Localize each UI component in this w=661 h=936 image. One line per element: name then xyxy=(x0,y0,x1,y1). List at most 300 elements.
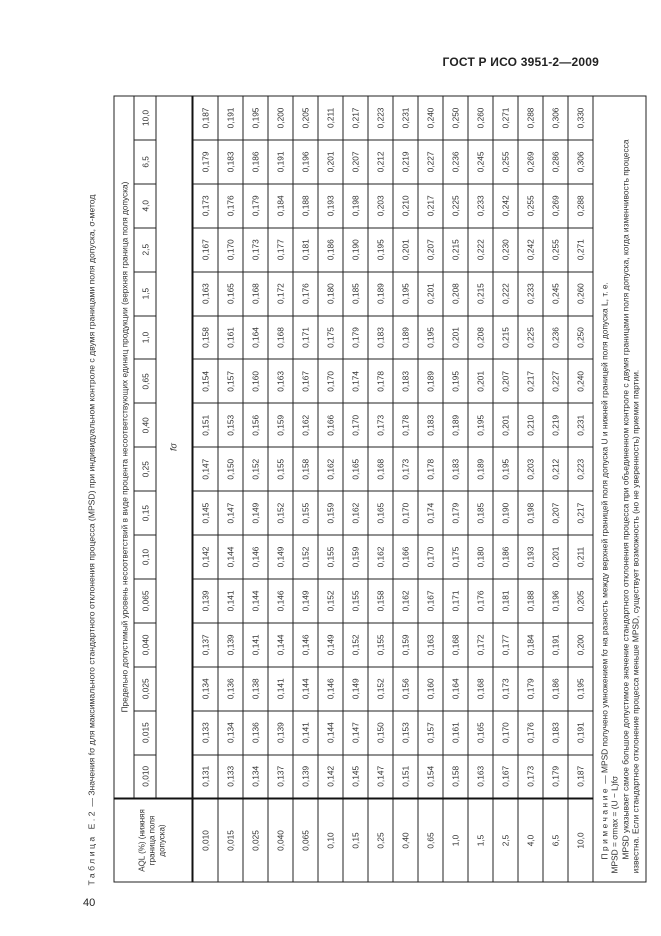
value-cell: 0,242 xyxy=(517,227,542,271)
value-cell: 0,170 xyxy=(492,710,517,754)
value-cell: 0,195 xyxy=(442,359,467,403)
value-cell: 0,191 xyxy=(267,139,292,183)
value-cell: 0,158 xyxy=(367,578,392,622)
value-cell: 0,211 xyxy=(317,96,342,140)
value-cell: 0,170 xyxy=(317,359,342,403)
column-header: 10,0 xyxy=(134,96,156,140)
value-cell: 0,153 xyxy=(392,710,417,754)
table-row xyxy=(517,96,542,882)
value-cell: 0,131 xyxy=(192,754,218,798)
value-cell: 0,245 xyxy=(542,271,567,315)
value-cell: 0,176 xyxy=(217,183,242,227)
value-cell: 0,208 xyxy=(467,315,492,359)
value-cell: 0,171 xyxy=(292,315,317,359)
value-cell: 0,147 xyxy=(192,447,218,491)
table-row xyxy=(342,96,367,882)
value-cell: 0,255 xyxy=(542,227,567,271)
aql-cell: 6,5 xyxy=(542,798,567,882)
value-cell: 0,139 xyxy=(217,622,242,666)
value-cell: 0,147 xyxy=(342,710,367,754)
table-row xyxy=(192,96,218,882)
value-cell: 0,184 xyxy=(267,183,292,227)
table-row xyxy=(492,96,517,882)
column-header: 1,5 xyxy=(134,271,156,315)
value-cell: 0,155 xyxy=(317,535,342,579)
aql-cell: 0,40 xyxy=(392,798,417,882)
value-cell: 0,156 xyxy=(242,403,267,447)
column-header: 1,0 xyxy=(134,315,156,359)
value-cell: 0,201 xyxy=(542,535,567,579)
value-cell: 0,149 xyxy=(317,622,342,666)
table-row xyxy=(567,96,592,882)
value-cell: 0,189 xyxy=(442,403,467,447)
value-cell: 0,161 xyxy=(217,315,242,359)
aql-cell: 0,15 xyxy=(342,798,367,882)
value-cell: 0,160 xyxy=(417,666,442,710)
value-cell: 0,233 xyxy=(467,183,492,227)
value-cell: 0,152 xyxy=(367,666,392,710)
value-cell: 0,288 xyxy=(517,96,542,140)
value-cell: 0,189 xyxy=(417,359,442,403)
value-cell: 0,152 xyxy=(292,535,317,579)
fsigma-symbol: fσ xyxy=(156,96,192,799)
value-cell: 0,195 xyxy=(417,315,442,359)
value-cell: 0,200 xyxy=(267,96,292,140)
value-cell: 0,190 xyxy=(342,227,367,271)
value-cell: 0,330 xyxy=(567,96,592,140)
value-cell: 0,170 xyxy=(342,403,367,447)
value-cell: 0,177 xyxy=(492,622,517,666)
value-cell: 0,215 xyxy=(442,227,467,271)
value-cell: 0,153 xyxy=(217,403,242,447)
value-cell: 0,196 xyxy=(542,578,567,622)
value-cell: 0,183 xyxy=(542,710,567,754)
value-cell: 0,210 xyxy=(392,183,417,227)
value-cell: 0,223 xyxy=(567,447,592,491)
note-row xyxy=(592,96,645,882)
value-cell: 0,146 xyxy=(292,622,317,666)
value-cell: 0,173 xyxy=(517,754,542,798)
value-cell: 0,175 xyxy=(442,535,467,579)
value-cell: 0,161 xyxy=(442,710,467,754)
value-cell: 0,189 xyxy=(392,315,417,359)
value-cell: 0,286 xyxy=(542,139,567,183)
page-number: 40 xyxy=(83,897,96,909)
value-cell: 0,159 xyxy=(267,403,292,447)
value-cell: 0,188 xyxy=(517,578,542,622)
table-row xyxy=(442,96,467,882)
value-cell: 0,175 xyxy=(317,315,342,359)
value-cell: 0,201 xyxy=(492,403,517,447)
value-cell: 0,188 xyxy=(292,183,317,227)
value-cell: 0,170 xyxy=(417,535,442,579)
table-row xyxy=(417,96,442,882)
value-cell: 0,179 xyxy=(442,491,467,535)
value-cell: 0,159 xyxy=(342,535,367,579)
value-cell: 0,183 xyxy=(442,447,467,491)
note-line-1: — MPSD получено умножением fσ на разность между верхней границей поля допуска U и нижней границей поля допуска L, т. е. xyxy=(598,281,609,784)
value-cell: 0,219 xyxy=(392,139,417,183)
aql-cell: 0,25 xyxy=(367,798,392,882)
aql-cell: 1,5 xyxy=(467,798,492,882)
value-cell: 0,233 xyxy=(517,271,542,315)
value-cell: 0,179 xyxy=(242,183,267,227)
value-cell: 0,137 xyxy=(267,754,292,798)
value-cell: 0,165 xyxy=(467,710,492,754)
column-header: 0,10 xyxy=(134,535,156,579)
value-cell: 0,168 xyxy=(242,271,267,315)
value-cell: 0,136 xyxy=(217,666,242,710)
value-cell: 0,207 xyxy=(492,359,517,403)
aql-cell: 0,10 xyxy=(317,798,342,882)
column-header: 0,010 xyxy=(134,754,156,798)
value-cell: 0,155 xyxy=(367,622,392,666)
value-cell: 0,139 xyxy=(192,578,218,622)
value-cell: 0,150 xyxy=(217,447,242,491)
value-cell: 0,151 xyxy=(192,403,218,447)
value-cell: 0,231 xyxy=(567,403,592,447)
value-cell: 0,250 xyxy=(567,315,592,359)
aql-cell: 0,065 xyxy=(292,798,317,882)
value-cell: 0,245 xyxy=(467,139,492,183)
value-cell: 0,222 xyxy=(492,271,517,315)
aql-cell: 0,025 xyxy=(242,798,267,882)
value-cell: 0,222 xyxy=(467,227,492,271)
value-cell: 0,160 xyxy=(242,359,267,403)
value-cell: 0,181 xyxy=(492,578,517,622)
rotated-table-block xyxy=(83,90,645,895)
table-row xyxy=(217,96,242,882)
value-cell: 0,217 xyxy=(567,491,592,535)
value-cell: 0,152 xyxy=(317,578,342,622)
value-cell: 0,141 xyxy=(267,666,292,710)
value-cell: 0,145 xyxy=(192,491,218,535)
value-cell: 0,144 xyxy=(317,710,342,754)
value-cell: 0,198 xyxy=(517,491,542,535)
column-header: 0,065 xyxy=(134,578,156,622)
value-cell: 0,162 xyxy=(292,403,317,447)
value-cell: 0,201 xyxy=(317,139,342,183)
value-cell: 0,186 xyxy=(317,227,342,271)
value-cell: 0,173 xyxy=(242,227,267,271)
value-cell: 0,166 xyxy=(317,403,342,447)
table-row xyxy=(467,96,492,882)
value-cell: 0,196 xyxy=(292,139,317,183)
value-cell: 0,306 xyxy=(542,96,567,140)
value-cell: 0,208 xyxy=(442,271,467,315)
value-cell: 0,189 xyxy=(367,271,392,315)
value-cell: 0,139 xyxy=(292,754,317,798)
value-cell: 0,217 xyxy=(342,96,367,140)
table-caption xyxy=(86,95,97,885)
value-cell: 0,174 xyxy=(342,359,367,403)
note-label: Примечание xyxy=(598,785,609,859)
value-cell: 0,306 xyxy=(567,139,592,183)
value-cell: 0,170 xyxy=(392,491,417,535)
value-cell: 0,230 xyxy=(492,227,517,271)
value-cell: 0,156 xyxy=(392,666,417,710)
value-cell: 0,155 xyxy=(342,578,367,622)
value-cell: 0,223 xyxy=(367,96,392,140)
value-cell: 0,144 xyxy=(242,578,267,622)
value-cell: 0,187 xyxy=(567,754,592,798)
value-cell: 0,227 xyxy=(542,359,567,403)
value-cell: 0,190 xyxy=(492,491,517,535)
value-cell: 0,178 xyxy=(367,359,392,403)
value-cell: 0,147 xyxy=(217,491,242,535)
value-cell: 0,162 xyxy=(342,491,367,535)
value-cell: 0,183 xyxy=(392,359,417,403)
value-cell: 0,203 xyxy=(517,447,542,491)
value-cell: 0,180 xyxy=(317,271,342,315)
value-cell: 0,207 xyxy=(342,139,367,183)
value-cell: 0,195 xyxy=(467,403,492,447)
value-cell: 0,225 xyxy=(442,183,467,227)
value-cell: 0,195 xyxy=(242,96,267,140)
value-cell: 0,215 xyxy=(467,271,492,315)
value-cell: 0,157 xyxy=(217,359,242,403)
value-cell: 0,195 xyxy=(492,447,517,491)
table-note xyxy=(592,96,645,882)
value-cell: 0,186 xyxy=(242,139,267,183)
value-cell: 0,211 xyxy=(567,535,592,579)
value-cell: 0,152 xyxy=(342,622,367,666)
value-cell: 0,219 xyxy=(542,403,567,447)
value-cell: 0,165 xyxy=(217,271,242,315)
value-cell: 0,255 xyxy=(492,139,517,183)
value-cell: 0,133 xyxy=(192,710,218,754)
value-cell: 0,154 xyxy=(192,359,218,403)
value-cell: 0,159 xyxy=(392,622,417,666)
value-cell: 0,203 xyxy=(367,183,392,227)
value-cell: 0,164 xyxy=(242,315,267,359)
value-cell: 0,207 xyxy=(417,227,442,271)
value-cell: 0,164 xyxy=(442,666,467,710)
value-cell: 0,236 xyxy=(442,139,467,183)
value-cell: 0,163 xyxy=(417,622,442,666)
value-cell: 0,217 xyxy=(517,359,542,403)
value-cell: 0,195 xyxy=(367,227,392,271)
value-cell: 0,176 xyxy=(517,710,542,754)
value-cell: 0,142 xyxy=(317,754,342,798)
value-cell: 0,191 xyxy=(542,622,567,666)
value-cell: 0,134 xyxy=(242,754,267,798)
value-cell: 0,172 xyxy=(467,622,492,666)
note-formula: MPSD = σmax = (U − L)fσ xyxy=(609,775,620,873)
value-cell: 0,185 xyxy=(342,271,367,315)
value-cell: 0,217 xyxy=(417,183,442,227)
value-cell: 0,173 xyxy=(367,403,392,447)
value-cell: 0,137 xyxy=(192,622,218,666)
note-line-2: MPSD указывает самое большое допустимое значение стандартного отклонения процесса при объединенном контроле с двумя границами поля допуска, когда изменчивость процесса известна. Если стандартное отклонение процесса меньше MPSD, существует возможность (но не уверенность) приемки партии. xyxy=(619,139,641,873)
value-cell: 0,271 xyxy=(567,227,592,271)
column-header: 2,5 xyxy=(134,227,156,271)
value-cell: 0,146 xyxy=(267,578,292,622)
value-cell: 0,178 xyxy=(417,447,442,491)
value-cell: 0,134 xyxy=(217,710,242,754)
value-cell: 0,183 xyxy=(217,139,242,183)
value-cell: 0,201 xyxy=(442,315,467,359)
value-cell: 0,269 xyxy=(542,183,567,227)
value-cell: 0,167 xyxy=(192,227,218,271)
value-cell: 0,144 xyxy=(267,622,292,666)
column-header: 0,040 xyxy=(134,622,156,666)
value-cell: 0,162 xyxy=(392,578,417,622)
value-cell: 0,250 xyxy=(442,96,467,140)
column-header: 0,40 xyxy=(134,403,156,447)
value-cell: 0,205 xyxy=(567,578,592,622)
value-cell: 0,147 xyxy=(367,754,392,798)
value-cell: 0,179 xyxy=(342,315,367,359)
value-cell: 0,162 xyxy=(367,535,392,579)
value-cell: 0,255 xyxy=(517,183,542,227)
aql-cell: 0,040 xyxy=(267,798,292,882)
value-cell: 0,187 xyxy=(192,96,218,140)
value-cell: 0,195 xyxy=(392,271,417,315)
value-cell: 0,158 xyxy=(442,754,467,798)
value-cell: 0,225 xyxy=(517,315,542,359)
value-cell: 0,288 xyxy=(567,183,592,227)
value-cell: 0,168 xyxy=(442,622,467,666)
value-cell: 0,185 xyxy=(467,491,492,535)
value-cell: 0,165 xyxy=(342,447,367,491)
value-cell: 0,157 xyxy=(417,710,442,754)
value-cell: 0,163 xyxy=(192,271,218,315)
value-cell: 0,179 xyxy=(517,666,542,710)
aql-cell: 0,010 xyxy=(192,798,218,882)
value-cell: 0,173 xyxy=(492,666,517,710)
column-header: 0,015 xyxy=(134,710,156,754)
value-cell: 0,171 xyxy=(442,578,467,622)
value-cell: 0,183 xyxy=(367,315,392,359)
value-cell: 0,151 xyxy=(392,754,417,798)
value-cell: 0,179 xyxy=(192,139,218,183)
aql-cell: 0,015 xyxy=(217,798,242,882)
column-header: 4,0 xyxy=(134,183,156,227)
value-cell: 0,260 xyxy=(467,96,492,140)
value-cell: 0,195 xyxy=(567,666,592,710)
value-cell: 0,215 xyxy=(492,315,517,359)
value-cell: 0,170 xyxy=(217,227,242,271)
value-cell: 0,172 xyxy=(267,271,292,315)
row-header: AQL (%) (нижняя граница поля допуска) xyxy=(114,798,192,882)
value-cell: 0,167 xyxy=(492,754,517,798)
value-cell: 0,146 xyxy=(317,666,342,710)
value-cell: 0,158 xyxy=(192,315,218,359)
value-cell: 0,144 xyxy=(217,535,242,579)
value-cell: 0,174 xyxy=(417,491,442,535)
table-row xyxy=(367,96,392,882)
value-cell: 0,181 xyxy=(292,227,317,271)
value-cell: 0,180 xyxy=(467,535,492,579)
value-cell: 0,198 xyxy=(342,183,367,227)
value-cell: 0,168 xyxy=(367,447,392,491)
value-cell: 0,168 xyxy=(467,666,492,710)
value-cell: 0,150 xyxy=(367,710,392,754)
value-cell: 0,212 xyxy=(542,447,567,491)
aql-cell: 4,0 xyxy=(517,798,542,882)
value-cell: 0,183 xyxy=(417,403,442,447)
value-cell: 0,205 xyxy=(292,96,317,140)
value-cell: 0,207 xyxy=(542,491,567,535)
value-cell: 0,144 xyxy=(292,666,317,710)
value-cell: 0,168 xyxy=(267,315,292,359)
value-cell: 0,191 xyxy=(217,96,242,140)
value-cell: 0,163 xyxy=(467,754,492,798)
value-cell: 0,141 xyxy=(242,622,267,666)
value-cell: 0,158 xyxy=(292,447,317,491)
value-cell: 0,236 xyxy=(542,315,567,359)
value-cell: 0,200 xyxy=(567,622,592,666)
value-cell: 0,136 xyxy=(242,710,267,754)
value-cell: 0,138 xyxy=(242,666,267,710)
value-cell: 0,191 xyxy=(567,710,592,754)
value-cell: 0,154 xyxy=(417,754,442,798)
aql-cell: 1,0 xyxy=(442,798,467,882)
value-cell: 0,260 xyxy=(567,271,592,315)
aql-cell: 10,0 xyxy=(567,798,592,882)
column-header: 6,5 xyxy=(134,139,156,183)
value-cell: 0,149 xyxy=(267,535,292,579)
value-cell: 0,178 xyxy=(392,403,417,447)
table-row xyxy=(392,96,417,882)
value-cell: 0,173 xyxy=(392,447,417,491)
value-cell: 0,163 xyxy=(267,359,292,403)
value-cell: 0,166 xyxy=(392,535,417,579)
value-cell: 0,240 xyxy=(567,359,592,403)
value-cell: 0,149 xyxy=(292,578,317,622)
value-cell: 0,176 xyxy=(292,271,317,315)
value-cell: 0,176 xyxy=(467,578,492,622)
table-row xyxy=(267,96,292,882)
value-cell: 0,271 xyxy=(492,96,517,140)
value-cell: 0,149 xyxy=(242,491,267,535)
column-header: 0,65 xyxy=(134,359,156,403)
value-cell: 0,231 xyxy=(392,96,417,140)
column-header: 0,025 xyxy=(134,666,156,710)
value-cell: 0,179 xyxy=(542,754,567,798)
value-cell: 0,173 xyxy=(192,183,218,227)
value-cell: 0,159 xyxy=(317,491,342,535)
value-cell: 0,146 xyxy=(242,535,267,579)
value-cell: 0,133 xyxy=(217,754,242,798)
value-cell: 0,162 xyxy=(317,447,342,491)
value-cell: 0,212 xyxy=(367,139,392,183)
table-row xyxy=(242,96,267,882)
column-header: 0,25 xyxy=(134,447,156,491)
value-cell: 0,201 xyxy=(392,227,417,271)
value-cell: 0,210 xyxy=(517,403,542,447)
value-cell: 0,141 xyxy=(292,710,317,754)
value-cell: 0,139 xyxy=(267,710,292,754)
aql-cell: 0,65 xyxy=(417,798,442,882)
value-cell: 0,227 xyxy=(417,139,442,183)
aql-cell: 2,5 xyxy=(492,798,517,882)
value-cell: 0,142 xyxy=(192,535,218,579)
value-cell: 0,134 xyxy=(192,666,218,710)
table-row xyxy=(542,96,567,882)
table-title: — Значения fσ для максимального стандартного отклонения процесса (MPSD) при индивидуальном контроле с двумя границами поля допуска, σ-метод xyxy=(86,194,96,807)
value-cell: 0,240 xyxy=(417,96,442,140)
value-cell: 0,167 xyxy=(417,578,442,622)
value-cell: 0,193 xyxy=(517,535,542,579)
value-cell: 0,201 xyxy=(417,271,442,315)
value-cell: 0,165 xyxy=(367,491,392,535)
column-header: 0,15 xyxy=(134,491,156,535)
table-row xyxy=(292,96,317,882)
column-group-header: Предельно допустимый уровень несоответствий в виде процента несоответствующих единиц продукции (верхняя граница поля допуска) xyxy=(114,96,134,799)
value-cell: 0,186 xyxy=(542,666,567,710)
